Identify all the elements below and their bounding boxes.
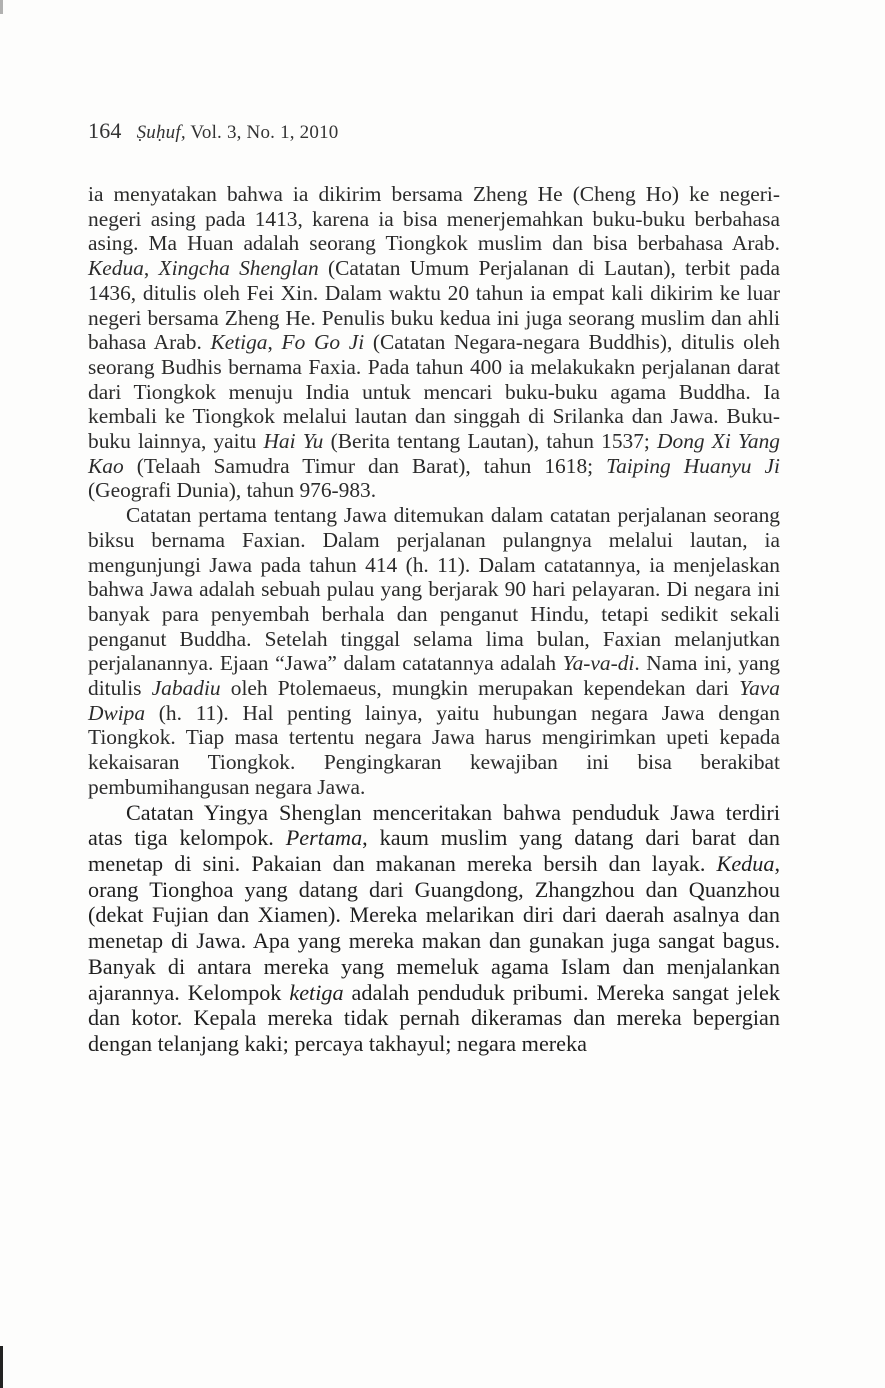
scan-edge-mark-bottom xyxy=(0,1346,3,1388)
text-run: , xyxy=(267,330,282,355)
text-run: (Catatan Negara-negara Buddhis), ditulis oleh seorang Budhis bernama Faxia. Pada tahun 400 ia melakukakn perjalanan darat dari Tiongkok menuju India untuk mencari buku-buku agama Buddha. Ia kembali ke Tiongkok melalui lautan dan singgah di Srilanka dan Jawa. Buku-buku lainnya, yaitu xyxy=(88,330,780,454)
italic-title: Ya-va-di xyxy=(562,651,635,676)
body-text xyxy=(88,182,780,1057)
text-run: (Catatan Umum Perjalanan di Lautan), terbit pada 1436, ditulis oleh Fei Xin. Dalam waktu 20 tahun ia empat kali dikirim ke luar negeri bersama Zheng He. Penulis buku kedua ini juga seorang muslim dan ahli bahasa Arab. xyxy=(88,256,780,355)
italic-title: Pertama xyxy=(285,825,363,851)
running-head xyxy=(88,118,338,144)
text-run: (Telaah Samudra Timur dan Barat), tahun 1618; xyxy=(123,453,607,478)
italic-title: Dong Xi Yang Kao xyxy=(88,429,781,478)
italic-title: Kedua xyxy=(88,256,144,281)
italic-title: Jabadiu xyxy=(151,676,221,701)
italic-title: Fo Go Ji xyxy=(281,330,365,355)
italic-title: Kedua xyxy=(716,850,775,876)
journal-title: Ṣuḥuf, xyxy=(136,122,186,143)
paragraph xyxy=(88,800,780,1057)
text-run: (h. 11). Hal penting lainya, yaitu hubungan negara Jawa dengan Tiongkok. Tiap masa tertentu negara Jawa harus mengirimkan upeti kepada kekaisaran Tiongkok. Pengingkaran kewajiban ini bisa berakibat pembumihangusan negara Jawa. xyxy=(88,700,780,799)
italic-title: Xingcha Shenglan xyxy=(158,256,319,281)
text-run: , orang Tionghoa yang datang dari Guangdong, Zhangzhou dan Quanzhou (dekat Fujian dan Xiamen). Mereka melarikan diri dari daerah asalnya dan menetap di Jawa. Apa yang mereka makan dan gunakan juga sangat bagus. Banyak di antara mereka yang memeluk agama Islam dan menjalankan ajarannya. Kelompok xyxy=(88,850,780,1005)
text-run: ia menyatakan bahwa ia dikirim bersama Zheng He (Cheng Ho) ke negeri-negeri asing pada 1413, karena ia bisa menerjemahkan buku-buku berbahasa asing. Ma Huan adalah seorang Tiongkok muslim dan bisa berbahasa Arab. xyxy=(88,182,780,256)
text-run: adalah penduduk pribumi. Mereka sangat jelek dan kotor. Kepala mereka tidak pernah dikeramas dan mereka bepergian dengan telanjang kaki; percaya takhayul; negara mereka xyxy=(88,979,780,1056)
text-run: oleh Ptolemaeus, mungkin merupakan kependekan dari xyxy=(220,676,740,701)
page-number: 164 xyxy=(88,118,122,143)
scan-edge-mark-top xyxy=(0,0,3,14)
italic-title: Yava Dwipa xyxy=(88,676,780,725)
text-run: (Geografi Dunia), tahun 976-983. xyxy=(88,478,377,503)
text-run: , kaum muslim yang datang dari barat dan menetap di sini. Pakaian dan makanan mereka bersih dan layak. xyxy=(88,825,780,876)
paragraph xyxy=(88,182,780,503)
journal-volume: Vol. 3, No. 1, 2010 xyxy=(190,122,339,143)
text-run: . Nama ini, yang ditulis xyxy=(88,651,781,701)
italic-title: ketiga xyxy=(289,979,344,1005)
italic-title: Taiping Huanyu Ji xyxy=(606,453,780,478)
text-run: (Berita tentang Lautan), tahun 1537; xyxy=(323,429,658,454)
text-run: , xyxy=(143,256,159,281)
italic-title: Hai Yu xyxy=(263,429,324,454)
italic-title: Ketiga xyxy=(210,330,268,355)
text-run: Catatan Yingya Shenglan menceritakan bahwa penduduk Jawa terdiri atas tiga kelompok. xyxy=(88,799,780,851)
paragraph xyxy=(88,503,780,799)
text-run: Catatan pertama tentang Jawa ditemukan dalam catatan perjalanan seorang biksu bernama Faxian. Dalam perjalanan pulangnya melalui lautan, ia mengunjungi Jawa pada tahun 414 (h. 11). Dalam catatannya, ia menjelaskan bahwa Jawa adalah sebuah pulau yang berjarak 90 hari pelayaran. Di negara ini banyak para penyembah berhala dan penganut Hindu, tetapi sedikit sekali penganut Buddha. Setelah tinggal selama lima bulan, Faxian melanjutkan perjalanannya. Ejaan “Jawa” dalam catatannya adalah xyxy=(88,503,780,676)
